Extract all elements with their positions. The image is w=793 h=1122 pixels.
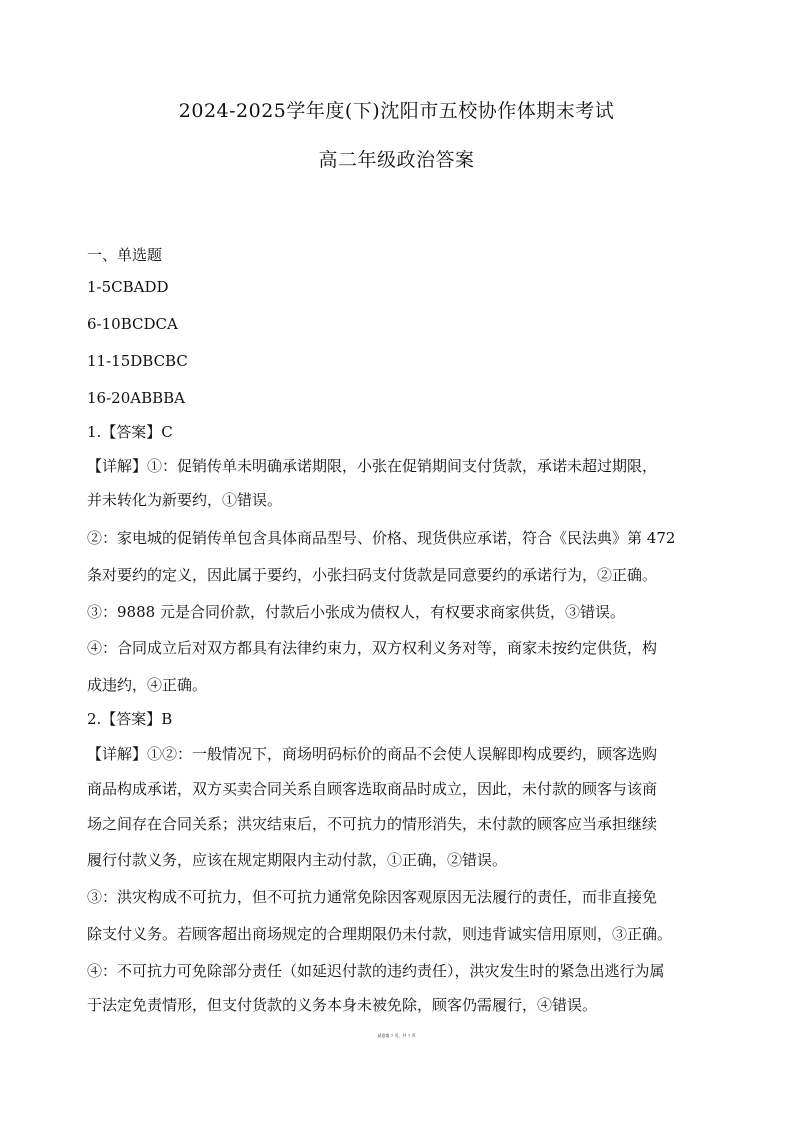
- q2-answer: 2.【答案】B: [87, 710, 173, 728]
- answer-group: 11-15DBCBC: [87, 352, 188, 370]
- answer-group: 16-20ABBBA: [87, 389, 185, 407]
- section-heading: 一、单选题: [87, 246, 163, 264]
- page-footer: 试卷第 7 页，共 7 页: [377, 1033, 416, 1038]
- q2-explanation-line: ④：不可抗力可免除部分责任（如延迟付款的违约责任），洪灾发生时的紧急出逃行为属: [87, 962, 665, 980]
- q2-explanation-line: ③：洪灾构成不可抗力，但不可抗力通常免除因客观原因无法履行的责任，而非直接免: [87, 888, 658, 906]
- q2-explanation-line: 场之间存在合同关系；洪灾结束后，不可抗力的情形消失，未付款的顾客应当承担继续: [87, 815, 658, 833]
- q2-explanation-line: 履行付款义务，应该在规定期限内主动付款，①正确，②错误。: [87, 851, 508, 869]
- q1-explanation-line: 条对要约的定义，因此属于要约，小张扫码支付货款是同意要约的承诺行为，②正确。: [87, 566, 658, 584]
- q1-explanation-line: ②：家电城的促销传单包含具体商品型号、价格、现货供应承诺，符合《民法典》第 472: [87, 529, 676, 547]
- q2-explanation-line: 商品构成承诺，双方买卖合同关系自顾客选取商品时成立，因此，未付款的顾客与该商: [87, 780, 658, 798]
- answer-group: 1-5CBADD: [87, 278, 169, 296]
- q1-explanation-line: 并未转化为新要约，①错误。: [87, 491, 283, 509]
- q2-explanation-line: 除支付义务。若顾客超出商场规定的合理期限仍未付款，则违背诚实信用原则，③正确。: [87, 925, 673, 943]
- answer-group: 6-10BCDCA: [87, 315, 178, 333]
- q1-explanation-line: 成违约，④正确。: [87, 676, 208, 694]
- q1-explanation-line: ③：9888 元是合同价款，付款后小张成为债权人，有权要求商家供货，③错误。: [87, 603, 625, 621]
- q1-explanation-line: 【详解】①：促销传单未明确承诺期限，小张在促销期间支付货款，承诺未超过期限，: [87, 457, 658, 475]
- q1-answer: 1.【答案】C: [87, 423, 173, 441]
- document-title-line1: 2024-2025学年度(下)沈阳市五校协作体期末考试: [178, 100, 615, 122]
- document-title-line2: 高二年级政治答案: [318, 149, 475, 171]
- q2-explanation-line: 【详解】①②：一般情况下，商场明码标价的商品不会使人误解即构成要约，顾客选购: [87, 745, 658, 763]
- q2-explanation-line: 于法定免责情形，但支付货款的义务本身未被免除，顾客仍需履行，④错误。: [87, 996, 598, 1014]
- q1-explanation-line: ④：合同成立后对双方都具有法律约束力，双方权利义务对等，商家未按约定供货，构: [87, 639, 658, 657]
